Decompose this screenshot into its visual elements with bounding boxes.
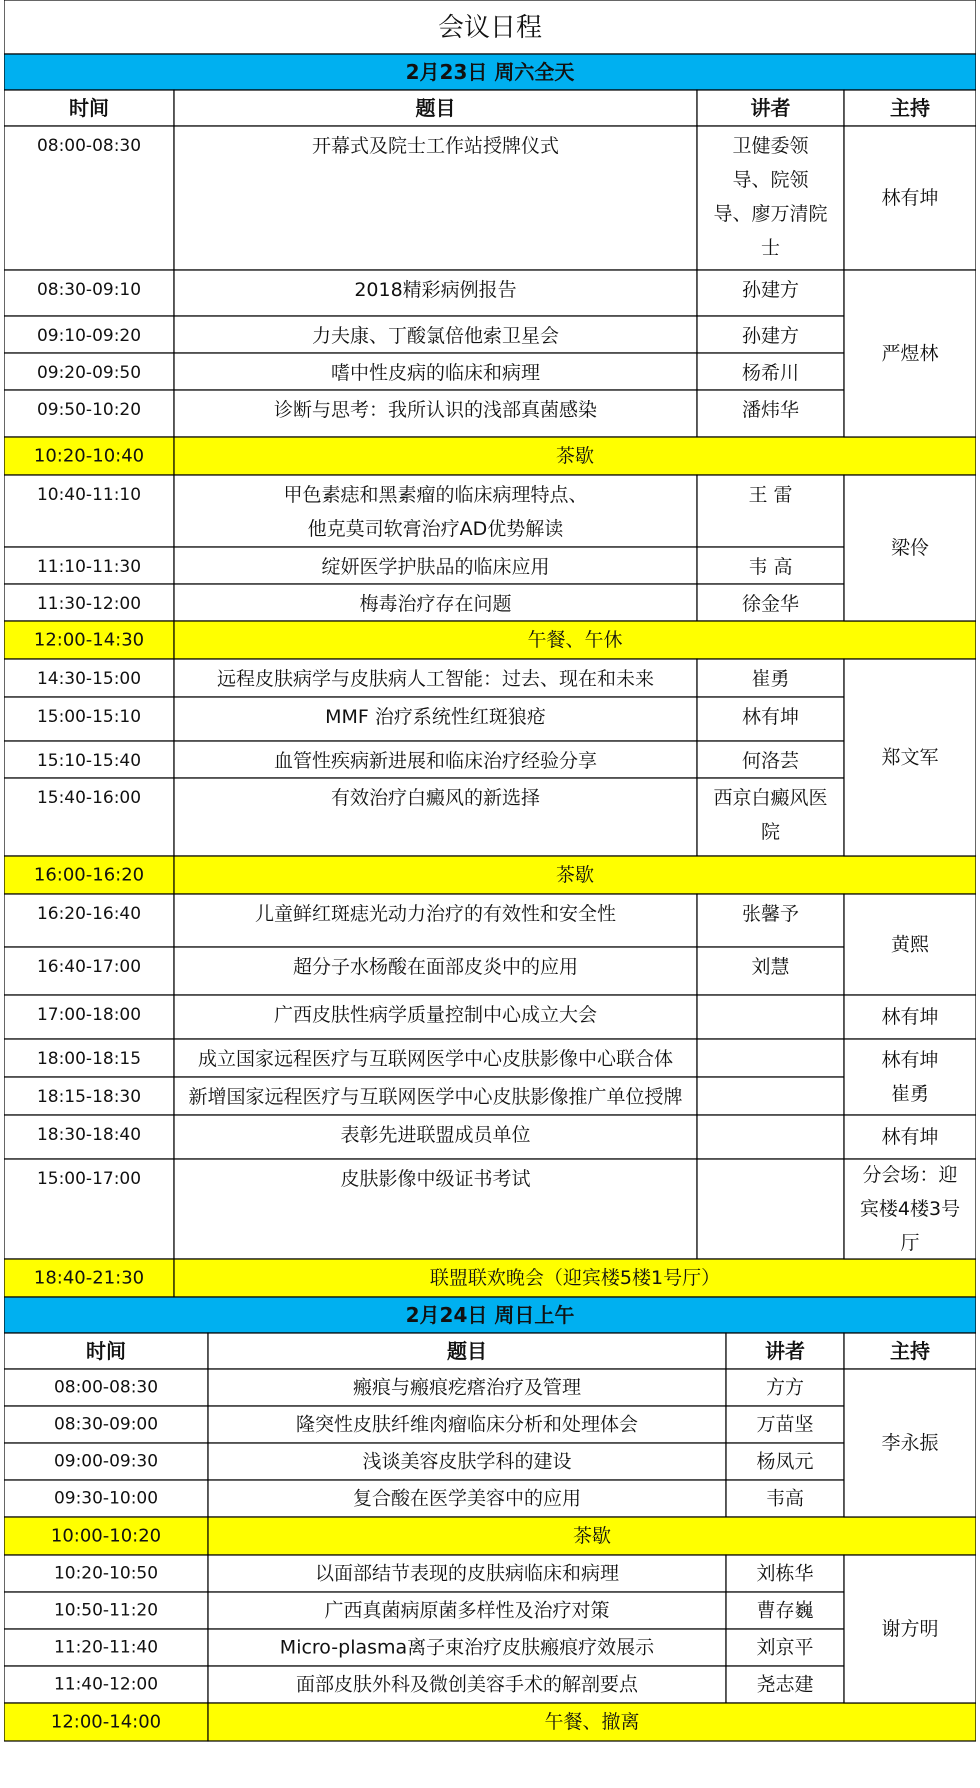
session-topic: 绽妍医学护肤品的临床应用 — [321, 556, 550, 578]
header-speaker: 讲者 — [750, 96, 791, 120]
break-time: 12:00-14:00 — [50, 1711, 162, 1733]
session-time: 09:10-09:20 — [36, 326, 142, 346]
host-name: 宾楼4楼3号 — [859, 1198, 961, 1220]
speaker-cell — [697, 1159, 844, 1259]
session-speaker: 刘京平 — [756, 1636, 814, 1659]
session-speaker: 林有坤 — [741, 706, 800, 728]
session-time: 09:50-10:20 — [36, 400, 142, 420]
speaker-cell — [697, 1039, 844, 1077]
session-time: 18:00-18:15 — [36, 1049, 142, 1069]
session-topic: 甲色素痣和黑素瘤的临床病理特点、 — [283, 484, 588, 506]
session-speaker: 杨希川 — [741, 362, 800, 384]
session-speaker: 孙建方 — [741, 325, 800, 347]
session-time: 18:30-18:40 — [36, 1125, 142, 1145]
session-time: 10:20-10:50 — [53, 1563, 159, 1584]
session-time: 08:30-09:00 — [53, 1414, 159, 1435]
break-time: 10:20-10:40 — [33, 445, 145, 467]
session-topic: 力夫康、丁酸氯倍他索卫星会 — [311, 325, 560, 347]
session-topic: 浅谈美容皮肤学科的建设 — [362, 1450, 572, 1473]
session-time: 15:00-15:10 — [36, 707, 142, 727]
host-name: 崔勇 — [890, 1083, 930, 1105]
session-speaker: 何洛芸 — [741, 750, 800, 772]
break-time: 10:00-10:20 — [50, 1525, 162, 1547]
session-time: 11:30-12:00 — [36, 594, 142, 614]
session-topic: 成立国家远程医疗与互联网医学中心皮肤影像中心联合体 — [197, 1048, 674, 1070]
session-speaker: 尧志建 — [756, 1673, 814, 1696]
session-speaker: 韦 高 — [748, 556, 793, 578]
session-speaker: 导、院领 — [732, 169, 809, 191]
page-title: 会议日程 — [437, 13, 543, 43]
host-name: 林有坤 — [881, 1049, 939, 1071]
session-speaker: 刘慧 — [751, 956, 790, 978]
speaker-cell — [697, 1077, 844, 1115]
session-speaker: 刘栋华 — [756, 1562, 814, 1585]
host-name: 林有坤 — [881, 1006, 939, 1028]
session-time: 16:40-17:00 — [36, 957, 142, 977]
speaker-cell — [697, 1115, 844, 1159]
day-label: 2月24日 周日上午 — [405, 1303, 575, 1327]
speaker-cell — [697, 995, 844, 1039]
break-time: 16:00-16:20 — [33, 864, 145, 886]
header-time: 时间 — [86, 1339, 126, 1363]
session-topic: 他克莫司软膏治疗AD优势解读 — [307, 518, 564, 540]
session-topic: 有效治疗白癜风的新选择 — [330, 787, 541, 809]
session-time: 11:40-12:00 — [53, 1674, 159, 1695]
session-time: 10:50-11:20 — [53, 1600, 159, 1621]
session-time: 15:00-17:00 — [36, 1169, 142, 1189]
schedule-grid — [4, 0, 976, 1783]
host-name: 林有坤 — [881, 187, 939, 209]
session-topic: 诊断与思考：我所认识的浅部真菌感染 — [273, 399, 598, 421]
host-name: 林有坤 — [881, 1126, 939, 1148]
session-time: 14:30-15:00 — [36, 669, 142, 689]
header-time: 时间 — [69, 96, 109, 120]
session-topic: Micro-plasma离子束治疗皮肤瘢痕疗效展示 — [279, 1636, 655, 1659]
break-label: 茶歇 — [572, 1525, 612, 1547]
session-topic: 2018精彩病例报告 — [354, 279, 517, 301]
session-topic: 面部皮肤外科及微创美容手术的解剖要点 — [295, 1673, 639, 1696]
session-speaker: 韦高 — [765, 1487, 805, 1510]
session-time: 08:30-09:10 — [36, 280, 142, 300]
session-speaker: 潘炜华 — [741, 399, 800, 421]
session-time: 10:40-11:10 — [36, 485, 142, 505]
session-time: 17:00-18:00 — [36, 1005, 142, 1025]
header-host: 主持 — [890, 1339, 930, 1363]
host-name: 梁伶 — [890, 537, 930, 559]
host-name: 厅 — [900, 1232, 920, 1254]
session-topic: 梅毒治疗存在问题 — [359, 593, 512, 615]
session-speaker: 卫健委领 — [732, 135, 809, 157]
host-name: 分会场：迎 — [862, 1164, 958, 1186]
host-name: 严煜林 — [881, 342, 939, 365]
break-label: 午餐、午休 — [527, 629, 623, 651]
session-topic: 超分子水杨酸在面部皮炎中的应用 — [292, 956, 579, 978]
session-topic: 新增国家远程医疗与互联网医学中心皮肤影像推广单位授牌 — [188, 1086, 683, 1108]
session-time: 09:30-10:00 — [53, 1488, 159, 1509]
schedule-table — [4, 0, 976, 1788]
session-time: 11:20-11:40 — [53, 1637, 159, 1658]
session-topic: 广西皮肤性病学质量控制中心成立大会 — [273, 1004, 598, 1026]
session-speaker: 张馨予 — [741, 903, 800, 925]
header-topic: 题目 — [415, 96, 456, 120]
session-time: 15:40-16:00 — [36, 788, 142, 808]
session-topic: 表彰先进联盟成员单位 — [340, 1124, 531, 1146]
session-topic: 瘢痕与瘢痕疙瘩治疗及管理 — [352, 1376, 582, 1399]
host-name: 黄熙 — [890, 933, 930, 956]
host-name: 郑文军 — [881, 746, 939, 769]
session-speaker: 士 — [760, 237, 781, 259]
session-speaker: 万苗坚 — [756, 1413, 814, 1436]
session-speaker: 崔勇 — [751, 668, 790, 690]
session-topic: 广西真菌病原菌多样性及治疗对策 — [324, 1599, 610, 1622]
host-name: 李永振 — [881, 1432, 939, 1454]
session-speaker: 杨凤元 — [756, 1450, 814, 1473]
session-topic: 皮肤影像中级证书考试 — [340, 1168, 531, 1190]
session-topic: 隆突性皮肤纤维肉瘤临床分析和处理体会 — [295, 1413, 639, 1436]
header-topic: 题目 — [447, 1339, 487, 1363]
session-speaker: 导、廖万清院 — [713, 203, 828, 225]
session-topic: 远程皮肤病学与皮肤病人工智能：过去、现在和未来 — [216, 668, 655, 690]
session-speaker: 院 — [760, 821, 781, 843]
session-topic: 复合酸在医学美容中的应用 — [352, 1487, 582, 1510]
host-name: 谢方明 — [881, 1618, 939, 1640]
break-label: 午餐、撤离 — [544, 1711, 640, 1733]
session-time: 16:20-16:40 — [36, 904, 142, 924]
session-speaker: 曹存巍 — [756, 1599, 814, 1622]
session-topic: 血管性疾病新进展和临床治疗经验分享 — [273, 750, 598, 772]
header-host: 主持 — [890, 96, 930, 120]
break-label: 联盟联欢晚会（迎宾楼5楼1号厅） — [429, 1267, 721, 1289]
session-time: 15:10-15:40 — [36, 751, 142, 771]
session-speaker: 徐金华 — [741, 593, 800, 615]
header-speaker: 讲者 — [765, 1339, 805, 1363]
break-time: 18:40-21:30 — [33, 1267, 145, 1289]
session-time: 09:00-09:30 — [53, 1451, 159, 1472]
session-topic: 嗜中性皮病的临床和病理 — [330, 362, 541, 384]
session-speaker: 王 雷 — [748, 484, 793, 506]
break-label: 茶歇 — [555, 445, 595, 467]
session-time: 18:15-18:30 — [36, 1087, 142, 1107]
session-speaker: 西京白癜风医 — [713, 787, 828, 809]
session-topic: MMF 治疗系统性红斑狼疮 — [325, 706, 546, 728]
session-time: 08:00-08:30 — [53, 1377, 159, 1398]
break-label: 茶歇 — [555, 864, 595, 886]
session-time: 11:10-11:30 — [36, 557, 142, 577]
session-time: 09:20-09:50 — [36, 363, 142, 383]
break-time: 12:00-14:30 — [33, 629, 145, 651]
session-speaker: 方方 — [765, 1376, 805, 1399]
session-topic: 开幕式及院士工作站授牌仪式 — [311, 135, 560, 157]
session-topic: 儿童鲜红斑痣光动力治疗的有效性和安全性 — [254, 903, 617, 925]
day-label: 2月23日 周六全天 — [405, 60, 575, 84]
session-topic: 以面部结节表现的皮肤病临床和病理 — [314, 1562, 620, 1585]
session-speaker: 孙建方 — [741, 279, 800, 301]
session-time: 08:00-08:30 — [36, 136, 142, 156]
